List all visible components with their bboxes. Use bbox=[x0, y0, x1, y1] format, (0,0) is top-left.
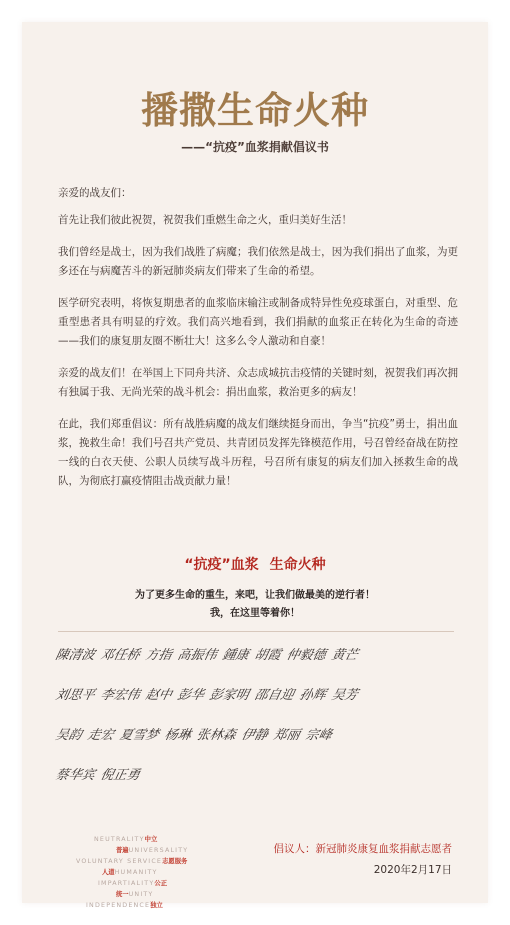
signature-row-2 bbox=[53, 684, 466, 703]
signature: 吴芳 bbox=[330, 688, 360, 703]
signature: 彭家明 bbox=[208, 688, 251, 703]
signature: 赵中 bbox=[144, 688, 174, 703]
salutation: 亲爱的战友们： bbox=[58, 187, 132, 199]
signature: 仲毅德 bbox=[285, 648, 328, 663]
slogan: “抗疫”血浆 生命火种 bbox=[184, 557, 326, 573]
signature: 黄芒 bbox=[330, 648, 360, 663]
logo-text: 统一 bbox=[116, 891, 129, 898]
signature: 陳清波 bbox=[53, 648, 97, 663]
paragraph-4: 亲爱的战友们！在举国上下同舟共济、众志成城抗击疫情的关键时刻，祝贺我们再次拥有独属于我、无尚光荣的战斗机会：捐出血浆，救治更多的病友！ bbox=[58, 367, 458, 398]
logo-text: IMPARTIALITY bbox=[98, 880, 155, 887]
logo-text: 独立 bbox=[150, 902, 163, 909]
paragraph-2: 我们曾经是战士，因为我们战胜了病魔；我们依然是战士，因为我们捐出了血浆，为更多还在与病魔苦斗的新冠肺炎病友们带来了生命的希望。 bbox=[58, 246, 458, 277]
paragraph-5: 在此，我们郑重倡议：所有战胜病魔的战友们继续挺身而出，争当“抗疫”勇士，捐出血浆，挽救生命！我们号召共产党员、共青团员发挥先锋模范作用，号召曾经奋战在防控一线的白衣天使、公职人员续写战斗历程，号召所有康复的病友们加入拯救生命的战队，为彻底打赢疫情阻击战贡献力量！ bbox=[58, 418, 458, 487]
signature-row-3 bbox=[53, 724, 466, 743]
logo-text: UNITY bbox=[128, 891, 154, 898]
paragraph-1: 首先让我们彼此祝贺，祝贺我们重燃生命之火，重归美好生活！ bbox=[58, 214, 352, 226]
date: 2020年2月17日 bbox=[373, 864, 452, 876]
signature: 胡霞 bbox=[253, 648, 283, 663]
signature: 夏雪梦 bbox=[118, 728, 161, 743]
signature: 郑丽 bbox=[272, 728, 302, 743]
logo-text: 普遍 bbox=[116, 847, 129, 854]
signature: 方指 bbox=[144, 648, 174, 663]
signature: 邵自迎 bbox=[253, 688, 296, 703]
initiator: 倡议人：新冠肺炎康复血浆捐献志愿者 bbox=[273, 843, 452, 855]
signature: 李宏伟 bbox=[98, 688, 142, 703]
logo-text: NEUTRALITY bbox=[94, 836, 145, 843]
signature-row-1 bbox=[53, 644, 466, 663]
signature: 高振伟 bbox=[176, 648, 219, 663]
logo-text: VOLUNTARY SERVICE bbox=[76, 858, 163, 865]
logo-text: UNIVERSALITY bbox=[128, 847, 189, 854]
signature: 伊静 bbox=[240, 728, 270, 743]
signature: 蔡华宾 bbox=[53, 768, 97, 783]
letter-card bbox=[22, 22, 488, 909]
paragraph-3: 医学研究表明，将恢复期患者的血浆临床输注或制备成特异性免疫球蛋白，对重型、危重型患者具有明显的疗效。我们高兴地看到，我们捐献的血浆正在转化为生命的奇迹——我们的康复朋友圈不断壮大！这多么令人激动和自豪！ bbox=[58, 297, 458, 347]
call-line-1: 为了更多生命的重生，来吧，让我们做最美的逆行者！ bbox=[135, 590, 375, 601]
signature-row-4 bbox=[53, 764, 466, 783]
logo-text: 志愿服务 bbox=[162, 858, 188, 865]
logo-text: HUMANITY bbox=[114, 869, 158, 876]
logo-text: INDEPENDENCE bbox=[86, 902, 151, 909]
page-title: 播撒生命火种 bbox=[141, 88, 369, 132]
signature: 宗峰 bbox=[304, 728, 334, 743]
signature: 邓任桥 bbox=[98, 648, 142, 663]
signature: 走宏 bbox=[85, 728, 116, 743]
logo-text: 公正 bbox=[154, 880, 167, 887]
red-cross-principles-logo bbox=[76, 834, 216, 911]
logo-text: 中立 bbox=[144, 836, 158, 843]
signature: 孙辉 bbox=[298, 688, 328, 703]
signature: 彭华 bbox=[176, 688, 206, 703]
signature: 倪正勇 bbox=[98, 768, 142, 783]
signature: 刘思平 bbox=[53, 688, 97, 703]
signature: 张林森 bbox=[195, 728, 238, 743]
signature: 鍾康 bbox=[221, 648, 251, 663]
logo-text: 人道 bbox=[102, 869, 115, 876]
signature: 杨琳 bbox=[163, 728, 193, 743]
divider bbox=[58, 631, 454, 632]
signature: 吴韵 bbox=[53, 728, 84, 743]
page-subtitle: ——“抗疫”血浆捐献倡议书 bbox=[181, 140, 329, 154]
call-line-2: 我，在这里等着你！ bbox=[210, 608, 300, 619]
